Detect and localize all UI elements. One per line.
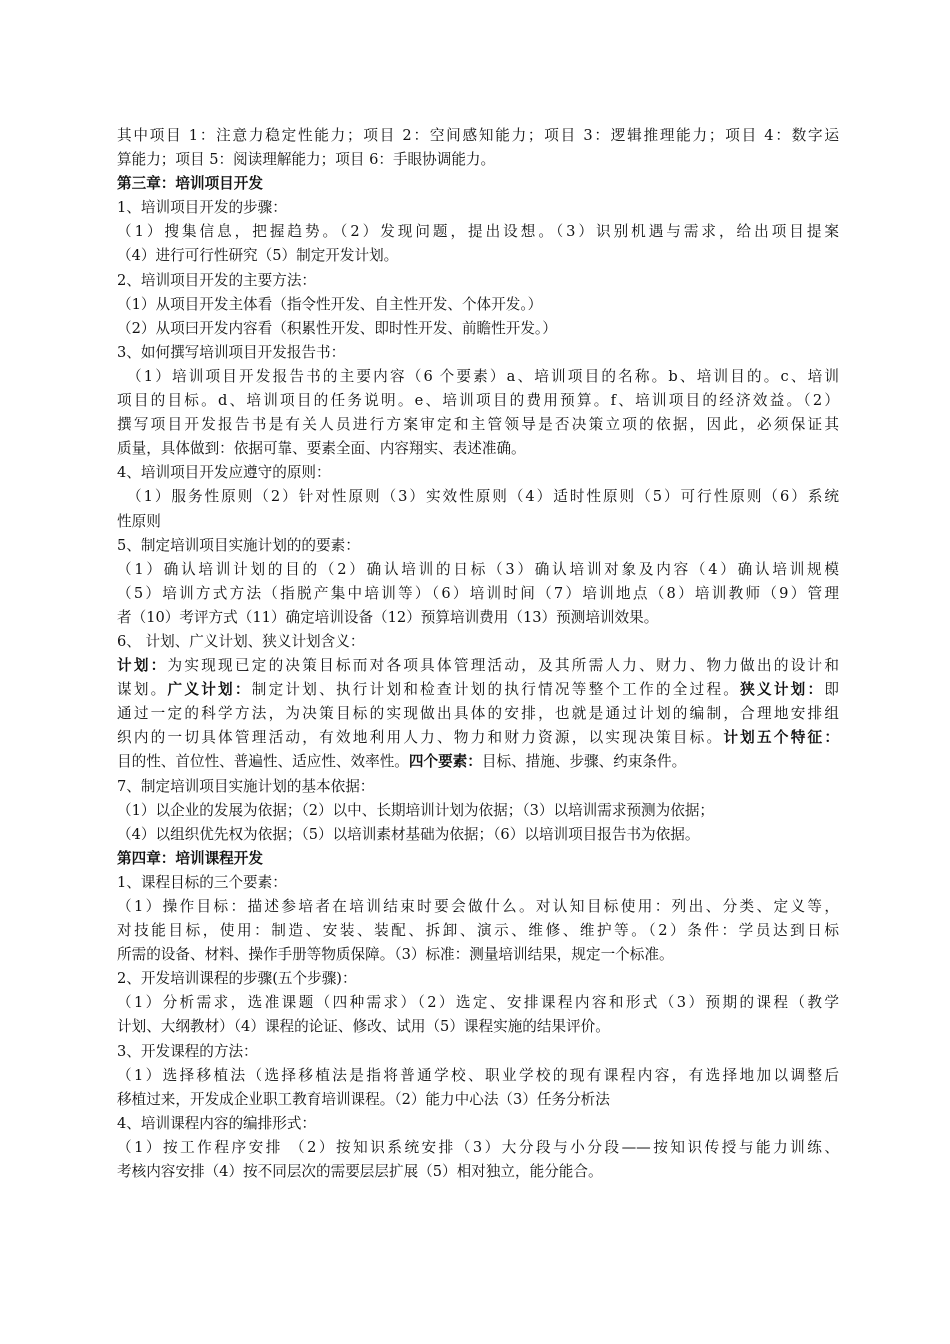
section-heading: 4、培训项目开发应遵守的原则： bbox=[117, 464, 331, 482]
text-line: 质量，具体做到：依据可靠、要素全面、内容翔实、表述准确。 bbox=[117, 440, 526, 458]
term-label: 广义计划： bbox=[167, 681, 252, 699]
chapter-heading: 第三章：培训项目开发 bbox=[117, 175, 263, 193]
text-line: 计划：为实现现已定的决策目标而对各项具体管理活动，及其所需人力、财力、物力做出的设计和 bbox=[117, 657, 839, 675]
section-heading: 7、制定培训项目实施计划的基本依据： bbox=[117, 777, 375, 795]
text-line: （1）选择移植法（选择移植法是指将普通学校、职业学校的现有课程内容，有选择地加以调整后 bbox=[117, 1066, 839, 1084]
text-line: （1）操作目标：描述参培者在培训结束时要会做什么。对认知目标使用：列出、分类、定义等， bbox=[117, 898, 839, 915]
section-heading: 2、开发培训课程的步骤(五个步骤)： bbox=[117, 970, 357, 988]
text-line: （4）以组织优先权为依据；（5）以培训素材基础为依据；（6）以培训项目报告书为依据。 bbox=[117, 825, 700, 843]
text-line: （1）按工作程序安排 （2）按知识系统安排（3）大分段与小分段——按知识传授与能力训练、 bbox=[117, 1138, 839, 1156]
section-heading: 2、培训项目开发的主要方法： bbox=[117, 271, 317, 289]
text-line: 算能力；项目 5：阅读理解能力；项目 6：手眼协调能力。 bbox=[117, 151, 496, 169]
section-heading: 6、 计划、广义计划、狭义计划含义： bbox=[117, 632, 365, 650]
text-line: （2）从项曰开发内容看（积累性开发、即时性开发、前瞻性开发。） bbox=[117, 319, 557, 337]
section-heading: 1、培训项目开发的步骤： bbox=[117, 199, 287, 217]
text-line: （1）分析需求，选准课题（四种需求）（2）选定、安排课程内容和形式（3）预期的课程（教学 bbox=[117, 994, 839, 1012]
chapter-heading: 第四章：培训课程开发 bbox=[117, 849, 263, 867]
text-line: （1）从项目开发主体看（指令性开发、自主性开发、个体开发。） bbox=[117, 295, 543, 313]
text-line: 织内的一切具体管理活动，有效地利用人力、物力和财力资源，以实现决策目标。计划五个特征： bbox=[117, 729, 839, 747]
text-line: （5）培训方式方法（指脱产集中培训等）（6）培训时间（7）培训地点（8）培训教师（9）管理 bbox=[117, 584, 839, 602]
text-line: 计划、大纲教材）（4）课程的论证、修改、试用（5）课程实施的结果评价。 bbox=[117, 1018, 610, 1036]
text-line: 谋划。广义计划：制定计划、执行计划和检查计划的执行情况等整个工作的全过程。狭义计划：即 bbox=[117, 681, 839, 699]
section-heading: 1、课程目标的三个要素： bbox=[117, 873, 287, 891]
section-heading: 5、制定培训项目实施计划的的要素： bbox=[117, 536, 360, 554]
document-page bbox=[117, 124, 839, 1184]
text-line: （1）确认培训计划的目的（2）确认培训的日标（3）确认培训对象及内容（4）确认培训规模 bbox=[117, 560, 839, 578]
section-heading: 4、培训课程内容的编排形式： bbox=[117, 1114, 317, 1132]
text-line: 者（10）考评方式（11）确定培训设备（12）预算培训费用（13）预测培训效果。 bbox=[117, 608, 659, 626]
text-line: 项目的目标。d、培训项目的任务说明。e、培训项目的费用预算。f、培训项目的经济效益。（2） bbox=[117, 392, 839, 410]
term-label: 狭义计划： bbox=[740, 681, 825, 699]
text-line: 撰写项目开发报告书是有关人员进行方案审定和主管领导是否决策立项的依据，因此，必须保证其 bbox=[117, 416, 839, 434]
text-line: 通过一定的科学方法，为决策目标的实现做出具体的安排，也就是通过计划的编制，合理地安排组 bbox=[117, 705, 839, 723]
text-line: （1）搜集信息，把握趋势。（2）发现问题，提出设想。（3）识别机遇与需求，给出项目提案 bbox=[117, 223, 839, 241]
text-line: 对技能目标，使用：制造、安装、装配、拆卸、演示、维修、维护等。（2）条件：学员达到日标 bbox=[117, 922, 839, 940]
text-line: 移植过来，开发成企业职工教育培训课程。（2）能力中心法（3）任务分析法 bbox=[117, 1090, 610, 1108]
text-line: （1）以企业的发展为依据；（2）以中、长期培训计划为依据；（3）以培训需求预测为依据； bbox=[117, 801, 715, 819]
text-line: 考核内容安排（4）按不同层次的需要层层扩展（5）相对独立，能分能合。 bbox=[117, 1163, 603, 1181]
section-heading: 3、如何撰写培训项目开发报告书： bbox=[117, 343, 346, 361]
text-line: 所需的设备、材料、操作手册等物质保障。（3）标准：测量培训结果，规定一个标准。 bbox=[117, 946, 674, 964]
term-label: 计划： bbox=[117, 657, 168, 675]
text-line: （1）培训项目开发报告书的主要内容（6 个要素）a、培训项目的名称。b、培训目的。c、培训 bbox=[127, 367, 839, 385]
text-line: （1）服务性原则（2）针对性原则（3）实效性原则（4）适时性原则（5）可行性原则（6）系统 bbox=[127, 488, 839, 506]
text-line: 目的性、首位性、普遍性、适应性、效率性。四个要素：目标、措施、步骤、约束条件。 bbox=[117, 753, 687, 771]
term-label: 四个要素： bbox=[408, 753, 482, 771]
section-heading: 3、开发课程的方法： bbox=[117, 1042, 258, 1060]
text-line: （4）进行可行性研究（5）制定开发计划。 bbox=[117, 247, 399, 265]
text-line: 性原则 bbox=[117, 512, 161, 530]
text-line: 其中项目 1：注意力稳定性能力；项目 2：空间感知能力；项目 3：逻辑推理能力；项目 4：数字运 bbox=[117, 127, 839, 144]
term-label: 计划五个特征： bbox=[723, 729, 839, 747]
